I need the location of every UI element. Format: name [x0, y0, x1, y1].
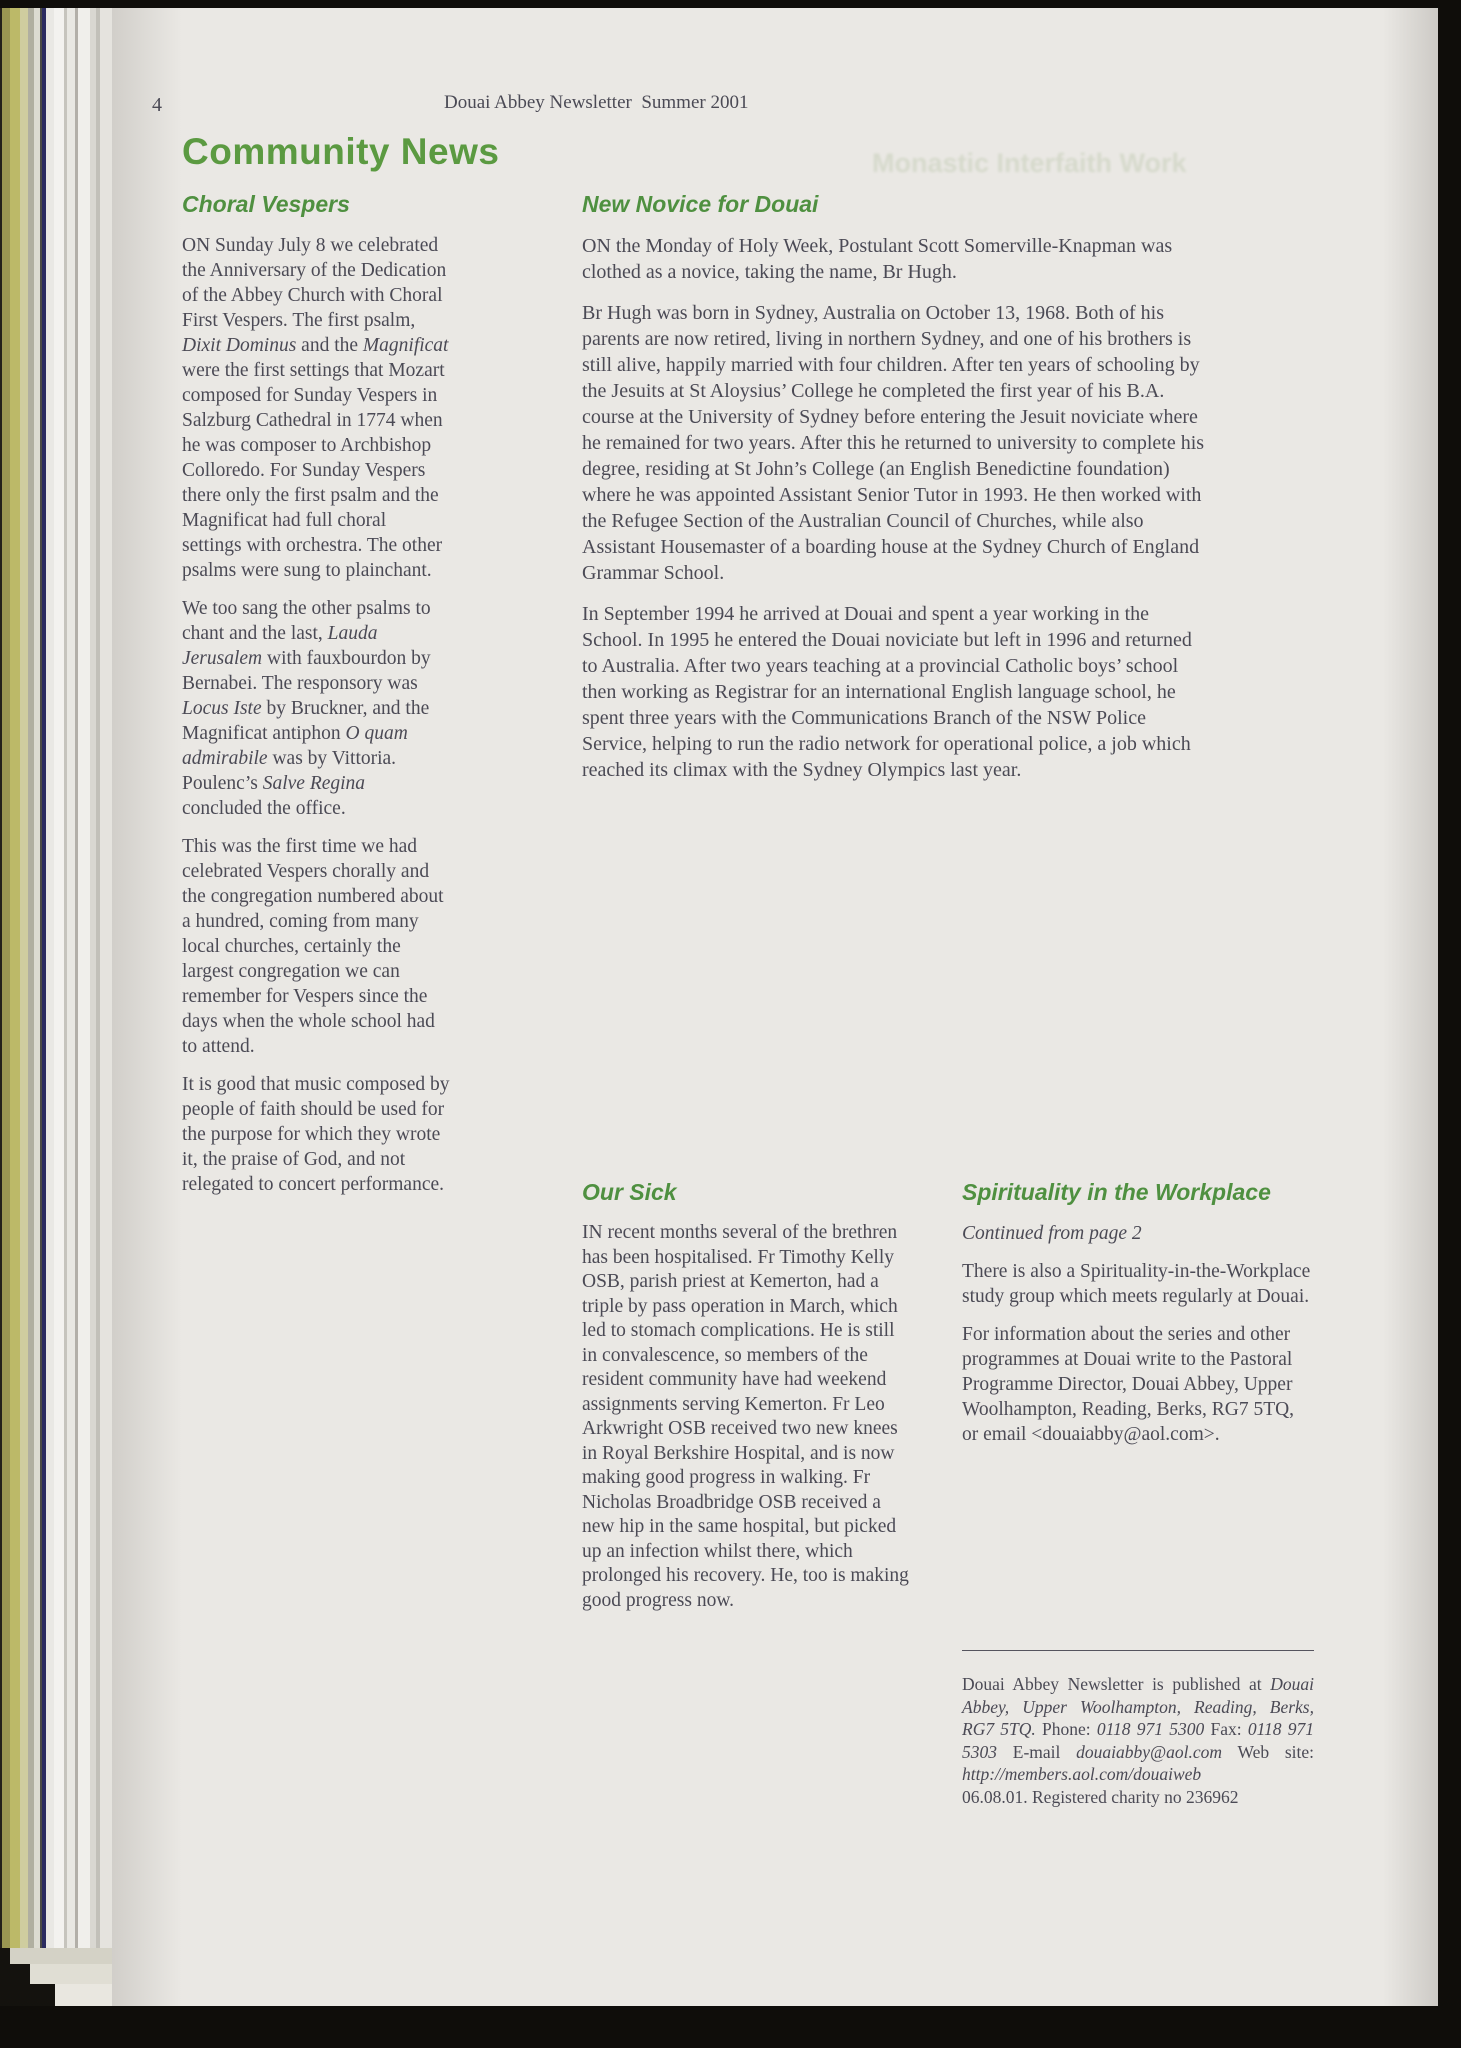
ghost-showthrough-text: Monastic Interfaith Work	[872, 148, 1187, 178]
text: Fax:	[1204, 1719, 1248, 1739]
text: Douai Abbey Newsletter is published at	[962, 1674, 1271, 1694]
page-stack-corner-edge	[10, 1948, 112, 1964]
paragraph	[962, 1786, 1314, 1809]
text: ON the Monday of Holy Week, Postulant Scott Somerville-Knapman was clothed as a novice, taking the name, Br Hugh.	[582, 235, 1173, 284]
text: by Bruckner, and the Magnificat antiphon	[182, 698, 430, 745]
running-header: Douai Abbey Newsletter Summer 2001	[444, 92, 749, 113]
text: with fauxbourdon by Bernabei. The responsory was	[182, 648, 431, 695]
text: There is also a Spirituality-in-the-Workplace study group which meets regularly at Douai.	[962, 1261, 1311, 1308]
colophon	[962, 1650, 1314, 1808]
paragraph	[182, 1072, 450, 1197]
text: Br Hugh was born in Sydney, Australia on October 13, 1968. Both of his parents are now retired, living in northern Sydney, and one of his brothers is still alive, happily married with four children. After ten years of schooling by the Jesuits at St Aloysius’ College he completed the first year of his B.A. course at the University of Sydney before entering the Jesuit noviciate where he remained for two years. After this he returned to university to complete his degree, residing at St John’s College (an English Benedictine foundation) where he was appointed Assistant Senior Tutor in 1993. He then worked with the Refugee Section of the Australian Council of Churches, while also Assistant Housemaster of a boarding house at the Sydney Church of England Grammar School.	[582, 302, 1205, 585]
italic-text: 0118 971 5300	[1096, 1719, 1205, 1739]
italic-text: douaiabby@aol.com	[1076, 1741, 1223, 1762]
divider-rule	[962, 1650, 1314, 1651]
page-stack-corner-edge	[30, 1964, 112, 1984]
italic-text: O quam admirabile	[182, 723, 408, 770]
article-new-novice	[582, 192, 1210, 798]
text: In September 1994 he arrived at Douai and spent a year working in the School. In 1995 he entered the Douai noviciate but left in 1996 and returned to Australia. After two years teaching at a provincial Catholic boys’ school then working as Registrar for an international English language school, he spent three years with the Communications Branch of the NSW Police Service, helping to run the radio network for operational police, a job which reached its climax with the Sydney Olympics last year.	[582, 603, 1192, 782]
text: IN recent months several of the brethren has been hospitalised. Fr Timothy Kelly OSB, parish priest at Kemerton, had a triple by pass operation in March, which led to stomach complications. He is still in convalescence, so members of the resident community have had weekend assignments serving Kemerton. Fr Leo Arkwright OSB received two new knees in Royal Berkshire Hospital, and is now making good progress in walking. Fr Nicholas Broadbridge OSB received a new hip in the same hospital, but picked up an infection whilst there, which prolonged his recovery. He, too is making good progress now.	[582, 1222, 909, 1611]
text: Phone:	[1035, 1719, 1097, 1739]
section-heading-our-sick: Our Sick	[582, 1179, 677, 1205]
article-spirituality	[962, 1180, 1314, 1460]
text: For information about the series and other programmes at Douai write to the Pastoral Programme Director, Douai Abbey, Upper Woolhampton, Reading, Berks, RG7 5TQ, or email <douaiabby@aol.com>.	[962, 1324, 1295, 1446]
article-choral-vespers	[182, 192, 450, 1210]
paragraph	[182, 233, 450, 583]
italic-text: Douai Abbey, Upper Woolhampton, Reading, Berks, RG7 5TQ.	[962, 1674, 1314, 1739]
text: This was the first time we had celebrated Vespers chorally and the congregation numbered about a hundred, coming from many local churches, certainly the largest congregation we can remember for Vespers since the days when the whole school had to attend.	[182, 836, 444, 1058]
italic-text: Lauda Jerusalem	[182, 623, 378, 670]
article-our-sick	[582, 1180, 914, 1626]
text: concluded the office.	[182, 798, 346, 820]
article-body-new-novice	[582, 233, 1210, 783]
page-stack-corner-edge	[55, 1984, 112, 2006]
paragraph	[582, 233, 1210, 285]
text: It is good that music composed by people of faith should be used for the purpose for which they wrote it, the praise of God, and not relegated to concert performance.	[182, 1074, 450, 1196]
page-number: 4	[152, 94, 162, 116]
italic-text: Dixit Dominus	[182, 335, 297, 357]
paragraph	[582, 1221, 914, 1613]
section-heading-spirituality: Spirituality in the Workplace	[962, 1179, 1271, 1205]
paragraph	[962, 1322, 1314, 1447]
continued-note: Continued from page 2	[962, 1223, 1142, 1245]
colophon-body	[962, 1673, 1314, 1808]
paragraph	[182, 834, 450, 1059]
paragraph	[182, 596, 450, 821]
newsletter-page	[112, 8, 1438, 2006]
italic-text: Magnificat	[362, 335, 449, 357]
italic-text: Locus Iste	[182, 698, 262, 720]
article-body-spirituality	[962, 1259, 1314, 1447]
italic-text: Salve Regina	[262, 773, 366, 795]
section-heading-new-novice: New Novice for Douai	[582, 191, 819, 217]
paragraph	[582, 601, 1210, 783]
book-page-edges	[0, 8, 112, 1948]
text: We too sang the other psalms to chant and the last,	[182, 598, 431, 645]
paragraph	[962, 1259, 1314, 1309]
paragraph	[582, 300, 1210, 586]
scan-border-right	[1438, 0, 1461, 2048]
text: E-mail	[997, 1741, 1077, 1762]
paragraph	[962, 1673, 1314, 1786]
article-body-our-sick	[582, 1221, 914, 1613]
text: was by Vittoria. Poulenc’s	[182, 748, 397, 795]
scan-border-top	[0, 0, 1461, 8]
italic-text: 0118 971 5303	[962, 1719, 1314, 1762]
text: were the first settings that Mozart composed for Sunday Vespers in Salzburg Cathedral in 1774 when he was composer to Archbishop Colloredo. For Sunday Vespers there only the first psalm and the Magnificat had full choral settings with orchestra. The other psalms were sung to plainchant.	[182, 360, 445, 582]
article-body-choral-vespers	[182, 233, 450, 1197]
text: ON Sunday July 8 we celebrated the Anniversary of the Dedication of the Abbey Church with Choral First Vespers. The first psalm,	[182, 235, 447, 332]
scan-border-bottom	[0, 2006, 1461, 2048]
section-heading-choral-vespers: Choral Vespers	[182, 191, 350, 217]
page-title: Community News	[182, 131, 500, 172]
text: Web site:	[1222, 1741, 1315, 1762]
text: and the	[296, 335, 363, 357]
italic-text: http://members.aol.com/douaiweb	[962, 1764, 1202, 1784]
text: 06.08.01. Registered charity no 236962	[962, 1786, 1239, 1807]
